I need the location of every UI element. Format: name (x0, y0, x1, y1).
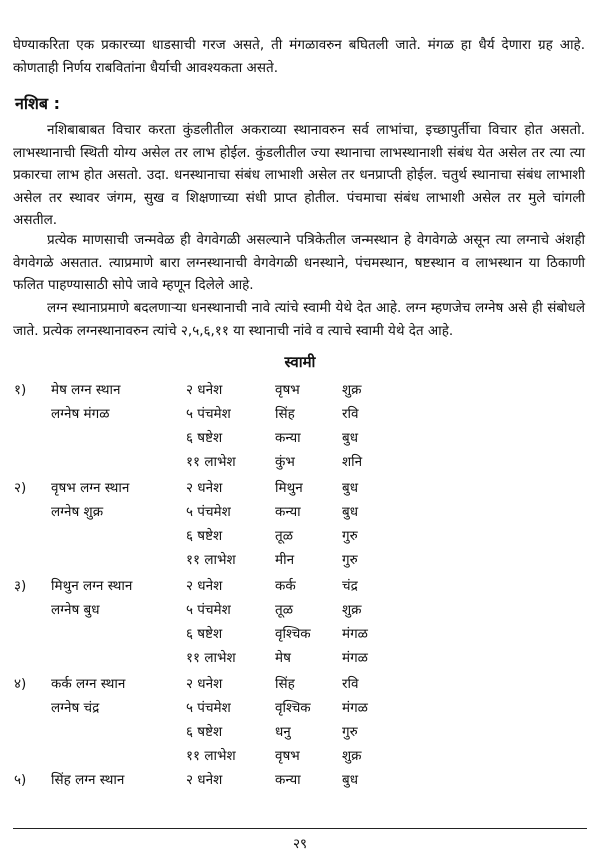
lord-cell: गुरु (342, 552, 358, 568)
house-cell: २ धनेश (186, 480, 223, 496)
house-cell: ६ षष्टेश (186, 724, 223, 740)
lagna-name: वृषभ लग्न स्थान (51, 480, 130, 496)
lagna-lord: लग्नेष मंगळ (51, 406, 110, 422)
house-cell: २ धनेश (186, 578, 223, 594)
section-heading: नशिब : (15, 94, 61, 113)
lagna-lord: लग्नेष चंद्र (51, 700, 100, 716)
rashi-cell: कर्क (275, 578, 296, 594)
rashi-cell: कन्या (275, 430, 301, 446)
rashi-cell: वृश्चिक (275, 700, 311, 716)
lagna-lord: लग्नेष शुक्र (51, 504, 104, 520)
lord-cell: गुरु (342, 528, 358, 544)
lord-cell: चंद्र (342, 578, 358, 594)
rashi-cell: मिथुन (275, 480, 303, 496)
lagna-lord: लग्नेष बुध (51, 602, 100, 618)
footer-divider (13, 828, 587, 829)
house-cell: ११ लाभेश (186, 454, 236, 470)
lord-cell: बुध (342, 772, 359, 788)
paragraph-3: लग्न स्थानाप्रमाणे बदलणाऱ्या धनस्थानाची नावे त्यांचे स्वामी येथे देत आहे. लग्न म्हणजेच लग्नेष असे ही संबोधले जाते. प्रत्येक लग्नस्थानावरुन त्यांचे २,५,६,११ या स्थानाची नांवे व त्याचे स्वामी येथे देत आहे. (13, 300, 585, 339)
lord-cell: रवि (342, 676, 359, 692)
rashi-cell: वृषभ (275, 382, 300, 398)
group-number: १) (14, 382, 27, 398)
rashi-cell: कन्या (275, 772, 301, 788)
house-cell: ५ पंचमेश (186, 602, 231, 618)
rashi-cell: तूळ (275, 528, 293, 544)
intro-paragraph: घेण्याकरिता एक प्रकारच्या धाडसाची गरज असते, ती मंगळावरुन बघितली जाते. मंगळ हा धैर्य देणारा ग्रह आहे. कोणताही निर्णय राबवितांना धैर्याची आवश्यकता असते. (13, 37, 585, 76)
rashi-cell: धनु (275, 724, 291, 740)
rashi-cell: कन्या (275, 504, 301, 520)
house-cell: ५ पंचमेश (186, 504, 231, 520)
lord-cell: मंगळ (342, 700, 368, 716)
lord-cell: शनि (342, 454, 363, 470)
house-cell: २ धनेश (186, 382, 223, 398)
lord-cell: गुरु (342, 724, 358, 740)
lord-cell: मंगळ (342, 626, 368, 642)
lord-cell: शुक्र (342, 382, 362, 398)
lord-cell: बुध (342, 430, 359, 446)
rashi-cell: मीन (275, 552, 295, 568)
rashi-cell: वृषभ (275, 748, 300, 764)
rashi-cell: वृश्चिक (275, 626, 311, 642)
house-cell: ११ लाभेश (186, 650, 236, 666)
group-number: ३) (14, 578, 27, 594)
table-title: स्वामी (284, 353, 316, 371)
lord-cell: रवि (342, 406, 359, 422)
lord-cell: शुक्र (342, 748, 362, 764)
house-cell: ५ पंचमेश (186, 406, 231, 422)
house-cell: ५ पंचमेश (186, 700, 231, 716)
lagna-name: मिथुन लग्न स्थान (51, 578, 133, 594)
house-cell: ६ षष्टेश (186, 528, 223, 544)
house-cell: ११ लाभेश (186, 552, 236, 568)
group-number: ४) (14, 676, 27, 692)
lord-cell: मंगळ (342, 650, 368, 666)
group-number: ५) (14, 772, 27, 788)
page-number: २९ (292, 836, 308, 852)
rashi-cell: सिंह (275, 676, 295, 692)
rashi-cell: तूळ (275, 602, 293, 618)
house-cell: २ धनेश (186, 676, 223, 692)
house-cell: २ धनेश (186, 772, 223, 788)
paragraph-1: नशिबाबाबत विचार करता कुंडलीतील अकराव्या स्थानावरुन सर्व लाभांचा, इच्छापुर्तीचा विचार होत असतो. लाभस्थानाची स्थिती योग्य असेल तर लाभ होईल. कुंडलीतील ज्या स्थानाचा लाभस्थानाशी संबंध येत असेल तर त्या त्या प्रकारचा लाभ होत असतो. उदा. धनस्थानाचा संबंध लाभाशी असेल तर धनप्राप्ती होईल. चतुर्थ स्थानाचा संबंध लाभाशी असेल तर स्थावर जंगम, सुख व शिक्षणाच्या संधी प्राप्त होतील. पंचमाचा संबंध लाभाशी असेल तर मुले चांगली असतील. (13, 122, 585, 228)
rashi-cell: कुंभ (275, 454, 295, 470)
lord-cell: बुध (342, 504, 359, 520)
paragraph-2: प्रत्येक माणसाची जन्मवेळ ही वेगवेगळी असल्याने पत्रिकेतील जन्मस्थान हे वेगवेगळे असून त्या लग्नाचे अंशही वेगवेगळे असतात. त्याप्रमाणे बारा लग्नस्थानाची वेगवेगळी धनस्थाने, पंचमस्थान, षष्टस्थान व लाभस्थान या ठिकाणी फलित पाहण्यासाठी सोपे जावे म्हणून दिलेले आहे. (13, 232, 585, 293)
house-cell: ६ षष्टेश (186, 430, 223, 446)
lagna-name: मेष लग्न स्थान (51, 382, 121, 398)
house-cell: ११ लाभेश (186, 748, 236, 764)
lagna-name: सिंह लग्न स्थान (51, 772, 125, 788)
lord-cell: शुक्र (342, 602, 362, 618)
group-number: २) (14, 480, 27, 496)
rashi-cell: मेष (275, 650, 291, 666)
house-cell: ६ षष्टेश (186, 626, 223, 642)
lord-cell: बुध (342, 480, 359, 496)
lagna-name: कर्क लग्न स्थान (51, 676, 126, 692)
rashi-cell: सिंह (275, 406, 295, 422)
